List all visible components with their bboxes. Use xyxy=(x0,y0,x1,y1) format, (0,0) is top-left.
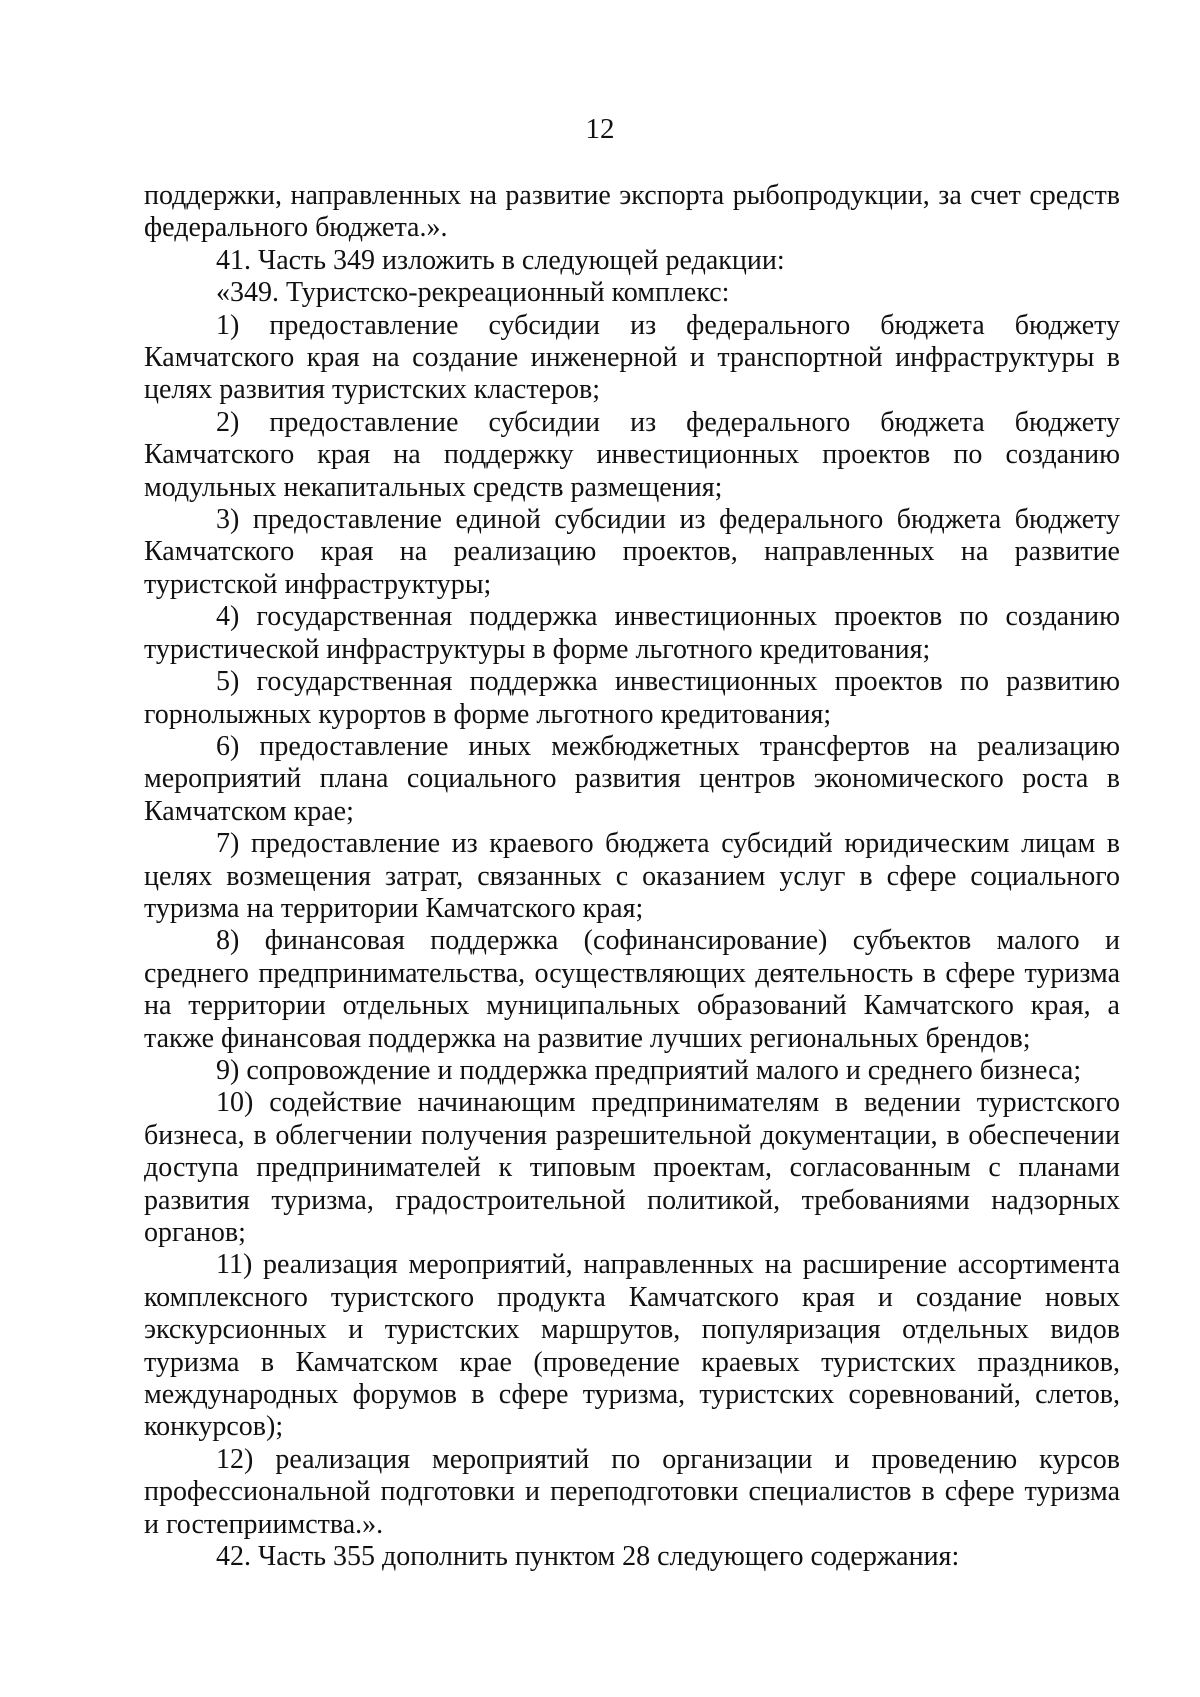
paragraph-subitem-10: 10) содействие начинающим предпринимателям в ведении туристского бизнеса, в облегчении получения разрешительной документации, в обеспечении доступа предпринимателей к типовым проектам, согласованным с планами развития туризма, градостроительной политикой, требованиями надзорных органов; xyxy=(144,1087,1120,1248)
paragraph-section-349-title: «349. Туристско-рекреационный комплекс: xyxy=(216,277,730,309)
paragraph-subitem-11: 11) реализация мероприятий, направленных на расширение ассортимента комплексного туристского продукта Камчатского края и создание новых экскурсионных и туристских маршрутов, популяризация отдельных видов туризма в Камчатском крае (проведение краевых туристских праздников, международных форумов в сфере туризма, туристских соревнований, слетов, конкурсов); xyxy=(144,1249,1120,1443)
paragraph-subitem-8: 8) финансовая поддержка (софинансирование) субъектов малого и среднего предпринимательства, осуществляющих деятельность в сфере туризма на территории отдельных муниципальных образований Камчатского края, а также финансовая поддержка на развитие лучших региональных брендов; xyxy=(144,925,1120,1054)
paragraph-continuation: поддержки, направленных на развитие экспорта рыбопродукции, за счет средств федерального бюджета.». xyxy=(144,180,1120,244)
paragraph-item-41: 41. Часть 349 изложить в следующей редакции: xyxy=(216,244,785,276)
document-body xyxy=(144,180,1120,1573)
paragraph-subitem-3: 3) предоставление единой субсидии из федерального бюджета бюджету Камчатского края на реализацию проектов, направленных на развитие туристской инфраструктуры; xyxy=(144,504,1120,600)
paragraph-subitem-5: 5) государственная поддержка инвестиционных проектов по развитию горнолыжных курортов в форме льготного кредитования; xyxy=(144,666,1120,730)
paragraph-subitem-4: 4) государственная поддержка инвестиционных проектов по созданию туристической инфраструктуры в форме льготного кредитования; xyxy=(144,601,1120,665)
paragraph-subitem-6: 6) предоставление иных межбюджетных трансфертов на реализацию мероприятий плана социального развития центров экономического роста в Камчатском крае; xyxy=(144,730,1120,827)
paragraph-subitem-2: 2) предоставление субсидии из федерального бюджета бюджету Камчатского края на поддержку инвестиционных проектов по созданию модульных некапитальных средств размещения; xyxy=(144,406,1120,503)
paragraph-subitem-7: 7) предоставление из краевого бюджета субсидий юридическим лицам в целях возмещения затрат, связанных с оказанием услуг в сфере социального туризма на территории Камчатского края; xyxy=(144,828,1120,924)
page-number: 12 xyxy=(585,113,615,145)
paragraph-subitem-1: 1) предоставление субсидии из федерального бюджета бюджету Камчатского края на создание инженерной и транспортной инфраструктуры в целях развития туристских кластеров; xyxy=(144,309,1120,406)
paragraph-item-42: 42. Часть 355 дополнить пунктом 28 следующего содержания: xyxy=(216,1541,960,1573)
paragraph-subitem-12: 12) реализация мероприятий по организации и проведению курсов профессиональной подготовки и переподготовки специалистов в сфере туризма и гостеприимства.». xyxy=(144,1443,1120,1540)
paragraph-subitem-9: 9) сопровождение и поддержка предприятий малого и среднего бизнеса; xyxy=(216,1054,1082,1086)
